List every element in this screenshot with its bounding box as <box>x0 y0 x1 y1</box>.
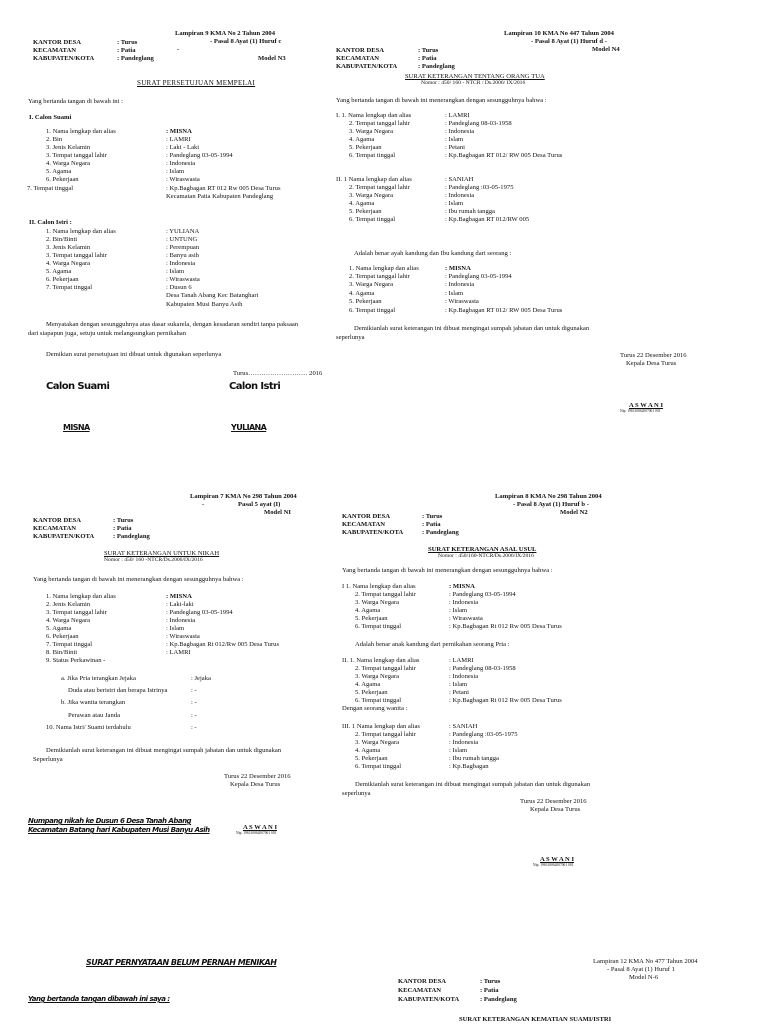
lampiran-text: Lampiran 8 KMA No 298 Tahun 2004 <box>495 493 602 500</box>
date-text: Turus 22 Desember 2016 <box>224 773 291 780</box>
kabupaten-value: : Pandeglang <box>418 63 455 70</box>
kabupaten-label: KABUPATEN/KOTA <box>398 996 460 1003</box>
pasal-text: - Pasal 8 Ayat (1) Huruf c <box>210 38 282 45</box>
field-value: : Banyu asih <box>166 252 199 259</box>
signer-name: A S W A N I <box>243 824 278 831</box>
kantor-label: KANTOR DESA <box>336 47 385 54</box>
field-label: II. 1. Nama lengkap dan alias <box>342 657 420 664</box>
kantor-label: KANTOR DESA <box>33 517 82 524</box>
field-label: 4. Agama <box>355 747 381 754</box>
field-label: 3. Jenis Kelamin <box>46 144 91 151</box>
field-value: : Wiraswasta <box>166 633 200 640</box>
field-value: : Wiraswasta <box>445 298 479 305</box>
field-value: : Wiraswasta <box>166 276 200 283</box>
field-value: : Perempuan <box>166 244 200 251</box>
field-value: : Kp.Bagbagan <box>449 763 489 770</box>
field-label: 6. Tempat tinggal <box>355 763 402 770</box>
field-label: 3. Jenis Kelamin <box>46 244 91 251</box>
field-label: 5. Pekerjaan <box>355 755 388 762</box>
field-label: 2. Jenis Kelamin <box>46 601 91 608</box>
dash-text: - <box>177 46 180 53</box>
field-label: 3. Warga Negara <box>355 739 400 746</box>
date-text: Turus 22 Desember 2016 <box>520 798 587 805</box>
field-label: 7. Tempat tinggal <box>27 185 74 192</box>
pasal-text: - Pasal 8 Ayat (1) Huruf b - <box>513 501 589 508</box>
kantor-value: : Turus <box>480 978 501 985</box>
closing-text-cont: seperlunya <box>342 790 371 797</box>
field-label: 2. Tempat tanggal lahir <box>349 184 410 191</box>
field-value: : Wiraswasta <box>166 176 200 183</box>
n6-pasal: - Pasal 8 Ayat (1) Huruf 1 <box>607 966 675 973</box>
field-value: : Kp.Bagbagan Rt 012 Rw 005 Desa Turus <box>449 623 562 630</box>
field-label: 6. Tempat tinggal <box>355 623 402 630</box>
pasal-dash: - <box>202 501 205 508</box>
signature-name-suami: MISNA <box>63 423 90 432</box>
kecamatan-label: KECAMATAN <box>398 987 441 994</box>
field-value: : Islam <box>445 136 464 143</box>
status-value: : - <box>191 687 197 694</box>
field-label: 2. Tempat tanggal lahir <box>355 665 416 672</box>
model-label: Model N4 <box>592 46 620 53</box>
field-label: 6. Pekerjaan <box>46 176 79 183</box>
page-model-n1 <box>0 490 384 825</box>
field-value: : Islam <box>445 200 464 207</box>
field-label: 5. Agama <box>46 625 72 632</box>
field-label: 6. Tempat tinggal <box>355 697 402 704</box>
field-label: 2. Tempat tanggal lahir <box>355 731 416 738</box>
page-model-n4-body <box>330 0 768 460</box>
document-title: SURAT KETERANGAN ASAL USUL <box>428 546 537 553</box>
calon-suami-label: Calon Suami <box>46 381 110 392</box>
kecamatan-label: KECAMATAN <box>33 525 76 532</box>
field-value: : Indonesia <box>166 617 196 624</box>
field-value-cont: Kabupaten Musi Banyu Asih <box>166 301 243 308</box>
field-value: : Wiraswasta <box>449 615 483 622</box>
field-label: 5. Pekerjaan <box>349 208 382 215</box>
field-label: 6. Tempat tinggal <box>349 216 396 223</box>
kecamatan-value: : Patia <box>422 521 441 528</box>
field-value: : LAMRI <box>166 649 191 656</box>
section-calon-istri: II. Calon Istri : <box>29 219 72 226</box>
field-value: : Petani <box>449 689 469 696</box>
field-value: : Ibu rumah tangga <box>445 208 495 215</box>
field-value: : MISNA <box>166 128 192 135</box>
signature-name-istri: YULIANA <box>231 423 267 432</box>
field-label: III. 1 Nama lengkap dan alias <box>342 723 420 730</box>
intro-text: Yang bertanda tangan di bawah ini : <box>28 98 123 105</box>
field-label: 7. Tempat tinggal <box>46 284 93 291</box>
field-value: : LAMRI <box>445 112 470 119</box>
field-label: 9. Status Perkawinan - <box>46 657 106 664</box>
section-calon-suami: I. Calon Suami <box>29 114 72 121</box>
field-value: : Kp.Bagbagan Rt 012 Rw 005 Desa Turus <box>449 697 562 704</box>
closing-text: Demikian surat persetujuan ini dibuat untuk digunakan seperlunya <box>46 351 222 358</box>
kecamatan-value: : Patia <box>418 55 437 62</box>
nip-text: Nip. 196310062007061 001 <box>533 863 574 867</box>
lampiran-text: Lampiran 7 KMA No 298 Tahun 2004 <box>190 493 297 500</box>
signer-name: A S W A N I <box>629 402 664 409</box>
field-value: : Ibu rumah tangga <box>449 755 499 762</box>
field-value: : LAMRI <box>449 657 474 664</box>
field-value: : Dusun 6 <box>166 284 192 291</box>
field-value: : Pandeglang 08-03-1958 <box>445 120 512 127</box>
field-label: 3. Warga Negara <box>355 599 400 606</box>
pernyataan-title: SURAT PERNYATAAN BELUM PERNAH MENIKAH <box>86 958 277 967</box>
pernyataan-intro: Yang bertanda tangan dibawah ini saya : <box>28 995 170 1003</box>
document-title: SURAT KETERANGAN UNTUK NIKAH <box>104 550 220 557</box>
field-label: 1. Nama lengkap dan alias <box>349 265 419 272</box>
kabupaten-label: KABUPATEN/KOTA <box>336 63 398 70</box>
field-value-cont: Desa Tanah Abang Kec Batanghari <box>166 292 259 299</box>
kabupaten-value: : Pandeglang <box>480 996 517 1003</box>
field-label: 5. Pekerjaan <box>355 689 388 696</box>
status-label: b. Jika wanita terangkan <box>61 699 126 706</box>
kabupaten-label: KABUPATEN/KOTA <box>342 529 404 536</box>
field-value: : Kp.Bagbagan Rt 012/Rw 005 Desa Turus <box>166 641 280 648</box>
handwritten-note-2: Kecamatan Batang hari Kabupaten Musi Banyu Asih <box>28 826 210 834</box>
intro-text: Yang bertanda tangan di bawah ini menerangkan dengan sesungguhnya bahwa : <box>342 567 553 574</box>
nomor-text: Nomor : 450/160-NTCR/Ds.2006/IX/2016 <box>438 553 534 559</box>
model-label: Model N2 <box>560 509 588 516</box>
model-label: Model N3 <box>258 55 286 62</box>
nip-text: Nip. 196310062007061 001 <box>236 831 277 835</box>
field-value: : Pandeglang 03-05-1994 <box>166 609 233 616</box>
kepala-desa-label: Kepala Desa Turus <box>626 360 677 367</box>
field-label: I 1. Nama lengkap dan alias <box>342 583 416 590</box>
document-title: SURAT PERSETUJUAN MEMPELAI <box>137 79 256 87</box>
kantor-label: KANTOR DESA <box>398 978 447 985</box>
field-label: 3. Tempat tanggal lahir <box>46 152 107 159</box>
kabupaten-value: : Pandeglang <box>117 55 154 62</box>
status-label: Perawan atau Janda <box>68 712 120 719</box>
field-value: : Kp.Bagbagan RT 012/ RW 005 Desa Turus <box>445 152 563 159</box>
kecamatan-label: KECAMATAN <box>336 55 379 62</box>
field-label: 5. Pekerjaan <box>355 615 388 622</box>
status-label: a. Jika Pria terangkan Jejaka <box>61 675 136 682</box>
field-label: 4. Agama <box>355 681 381 688</box>
nomor-text: Nomor : 450/ 160 - NTCR / Ds.2006/ IX/2016 <box>421 80 526 86</box>
kabupaten-value: : Pandeglang <box>113 533 150 540</box>
n6-title: SURAT KETERANGAN KEMATIAN SUAMI/ISTRI <box>459 1016 612 1023</box>
lampiran-text: Lampiran 9 KMA No 2 Tahun 2004 <box>175 30 276 37</box>
intro-text: Yang bertanda tangan di bawah ini menerangkan dengan sesungguhnya bahwa : <box>336 97 547 104</box>
field-label: 3. Tempat tanggal lahir <box>46 609 107 616</box>
signer-name: A S W A N I <box>540 856 575 863</box>
intro-text: Yang bertanda tangan di bawah ini menerangkan dengan sesungguhnya bahwa : <box>33 576 244 583</box>
field-label: 6. Tempat tinggal <box>349 152 396 159</box>
field-label: 3. Warga Negara <box>349 128 394 135</box>
statement-paragraph: Menyatakan dengan sesungguhnya atas dasar sukarela, dengan kesadaran sendiri tanpa paksaan <box>46 321 299 328</box>
closing-text: Demikianlah surat keterangan ini dibuat mengingat sumpah jabatan dan untuk digunakan <box>354 325 590 332</box>
field-value: : Islam <box>449 607 468 614</box>
handwritten-note: Numpang nikah ke Dusun 6 Desa Tanah Abang <box>28 817 192 825</box>
field-label: 2. Tempat tanggal lahir <box>349 120 410 127</box>
field-value: : MISNA <box>166 593 192 600</box>
kecamatan-value: : Patia <box>113 525 132 532</box>
field-label: I. 1. Nama lengkap dan alias <box>336 112 412 119</box>
field-label: 8. Bin/Binti <box>46 649 78 656</box>
field-value: : Indonesia <box>445 281 475 288</box>
kecamatan-value: : Patia <box>480 987 499 994</box>
field-value: : YULIANA <box>166 228 200 235</box>
field-label: 3. Warga Negara <box>349 192 394 199</box>
model-label: Model NI <box>264 509 291 516</box>
date-text: Turus 22 Desember 2016 <box>620 352 687 359</box>
field-value: : Islam <box>449 747 468 754</box>
field-label: 7. Tempat tinggal <box>46 641 93 648</box>
field-value: : LAMRI <box>166 136 191 143</box>
lampiran-text: Lampiran 10 KMA No 447 Tahun 2004 <box>504 30 614 37</box>
field-value: : MISNA <box>445 265 471 272</box>
kantor-value: : Turus <box>113 517 134 524</box>
kabupaten-label: KABUPATEN/KOTA <box>33 533 95 540</box>
field-value: : MISNA <box>449 583 475 590</box>
field-value: : Kp.Bagbagan RT 012 Rw 005 Desa Turus <box>166 185 281 192</box>
field-label: 5. Pekerjaan <box>349 298 382 305</box>
status-value: : - <box>191 712 197 719</box>
field-value: : Pandeglang 08-03-1958 <box>449 665 516 672</box>
field-label: 4. Agama <box>355 607 381 614</box>
field-value: : Pandeglang :03-05-1975 <box>445 184 514 191</box>
field-label: 6. Pekerjaan <box>46 633 79 640</box>
kabupaten-label: KABUPATEN/KOTA <box>33 55 95 62</box>
closing-text: Demikianlah surat keterangan ini dibuat mengingat sumpah jabatan dan untuk digunakan <box>355 781 591 788</box>
field-label: 6. Pekerjaan <box>46 276 79 283</box>
field-value: : Islam <box>166 168 185 175</box>
pasal-text: - Pasal 8 Ayat (1) Huruf d - <box>531 38 607 45</box>
field-value: : Indonesia <box>449 599 479 606</box>
closing-text-cont: Seperlunya <box>33 756 63 763</box>
field-value: : Islam <box>166 268 185 275</box>
document-title: SURAT KETERANGAN TENTANG ORANG TUA <box>405 73 545 80</box>
field-value: : Pandeglang :03-05-1975 <box>449 731 518 738</box>
field-value: : Indonesia <box>445 128 475 135</box>
field-label: 1. Nama lengkap dan alias <box>46 128 116 135</box>
kantor-label: KANTOR DESA <box>33 39 82 46</box>
field-label: 5. Pekerjaan <box>349 144 382 151</box>
field-value: : Islam <box>449 681 468 688</box>
nomor-text: Nomor : 450/ 160 -NTCR/Ds.2006/IX/2016 <box>104 557 203 563</box>
field-value: : UNTUNG <box>166 236 198 243</box>
wanita-text: Dengan seorang wanita : <box>342 705 408 712</box>
status-value: : - <box>191 699 197 706</box>
field-label: 3. Warga Negara <box>349 281 394 288</box>
kabupaten-value: : Pandeglang <box>422 529 459 536</box>
kepala-desa-label: Kepala Desa Turus <box>530 806 581 813</box>
kecamatan-label: KECAMATAN <box>342 521 385 528</box>
field-label: 2. Bin/Binti <box>46 236 78 243</box>
field-value: : SANIAH <box>445 176 474 183</box>
n6-lampiran: Lampiran 12 KMA No 477 Tahun 2004 <box>593 958 698 965</box>
field-label: 1. Nama lengkap dan alias <box>46 228 116 235</box>
status-label: Duda atau beristri dan berapa Istrinya <box>68 687 168 694</box>
pasal-text: Pasal 5 ayat (I) <box>238 501 281 508</box>
field-label: 4. Warga Negara <box>46 260 91 267</box>
kantor-label: KANTOR DESA <box>342 513 391 520</box>
field-label: 3. Warga Negara <box>355 673 400 680</box>
page-model-n2 <box>330 490 768 820</box>
kecamatan-label: KECAMATAN <box>33 47 76 54</box>
field-label: 2. Tempat tanggal lahir <box>349 273 410 280</box>
field-label: 4. Warga Negara <box>46 160 91 167</box>
field-label: 3. Tempat tanggal lahir <box>46 252 107 259</box>
field-label: 1. Nama lengkap dan alias <box>46 593 116 600</box>
field-value: : Kp.Bagbagan RT 012/RW 005 <box>445 216 530 223</box>
field-value: : SANIAH <box>449 723 478 730</box>
n6-model: Model N-6 <box>629 974 659 981</box>
field-value: : Petani <box>445 144 465 151</box>
closing-text: Demikianlah surat keterangan ini dibuat mengingat sumpah jabatan dan untuk digunakan <box>46 747 282 754</box>
field-value: : Indonesia <box>445 192 475 199</box>
place-date: Turus……………………… 2016 <box>233 370 323 377</box>
field-value: : Pandeglang 03-05-1994 <box>166 152 233 159</box>
field-value: : Indonesia <box>449 673 479 680</box>
statement-paragraph-cont: dari siapapun juga, setuju untuk melangsungkan pernikahan <box>28 330 187 337</box>
field-value: : Indonesia <box>166 260 196 267</box>
field-value: : Indonesia <box>449 739 479 746</box>
page-model-n3 <box>0 0 384 460</box>
field-value: : Laki - Laki <box>166 144 200 151</box>
field-label: 2. Bin <box>46 136 63 143</box>
field-label: 4. Agama <box>349 290 375 297</box>
field-label: II. 1 Nama lengkap dan alias <box>336 176 412 183</box>
closing-text-cont: seperlunya <box>336 334 365 341</box>
field-label: 4. Agama <box>349 200 375 207</box>
adalah-text: Adalah benar ayah kandung dan Ibu kandung dari seorang : <box>354 250 512 257</box>
field-label: 4. Warga Negara <box>46 617 91 624</box>
status-value: : Jejaka <box>191 675 211 682</box>
field-label: 5. Agama <box>46 168 72 175</box>
field-value: : Kp.Bagbagan RT 012/ RW 005 Desa Turus <box>445 307 563 314</box>
field-value: : Laki-laki <box>166 601 194 608</box>
field-label: 2. Tempat tanggal lahir <box>355 591 416 598</box>
field-value: : Indonesia <box>166 160 196 167</box>
field-value-cont: Kecamatan Patia Kabupaten Pandeglang <box>166 193 274 200</box>
kantor-value: : Turus <box>117 39 138 46</box>
field-value: : Islam <box>166 625 185 632</box>
nip-text: Nip. 196310062007061 001 <box>620 409 661 413</box>
field-value: : Pandeglang 03-05-1994 <box>445 273 512 280</box>
status-value: : - <box>191 724 197 731</box>
field-value: : Pandeglang 03-05-1994 <box>449 591 516 598</box>
kecamatan-value: : Patia <box>117 47 136 54</box>
field-label: 6. Tempat tinggal <box>349 307 396 314</box>
calon-istri-label: Calon Istri <box>229 381 281 392</box>
field-label: 5. Agama <box>46 268 72 275</box>
field-value: : Islam <box>445 290 464 297</box>
kantor-value: : Turus <box>418 47 439 54</box>
status-label: 10. Nama Istri/ Suami terdahulu <box>46 724 131 731</box>
kepala-desa-label: Kepala Desa Turus <box>230 781 281 788</box>
kantor-value: : Turus <box>422 513 443 520</box>
field-label: 4. Agama <box>349 136 375 143</box>
adalah-text: Adalah benar anak kandung dari pernikahan seorang Pria : <box>355 641 510 648</box>
